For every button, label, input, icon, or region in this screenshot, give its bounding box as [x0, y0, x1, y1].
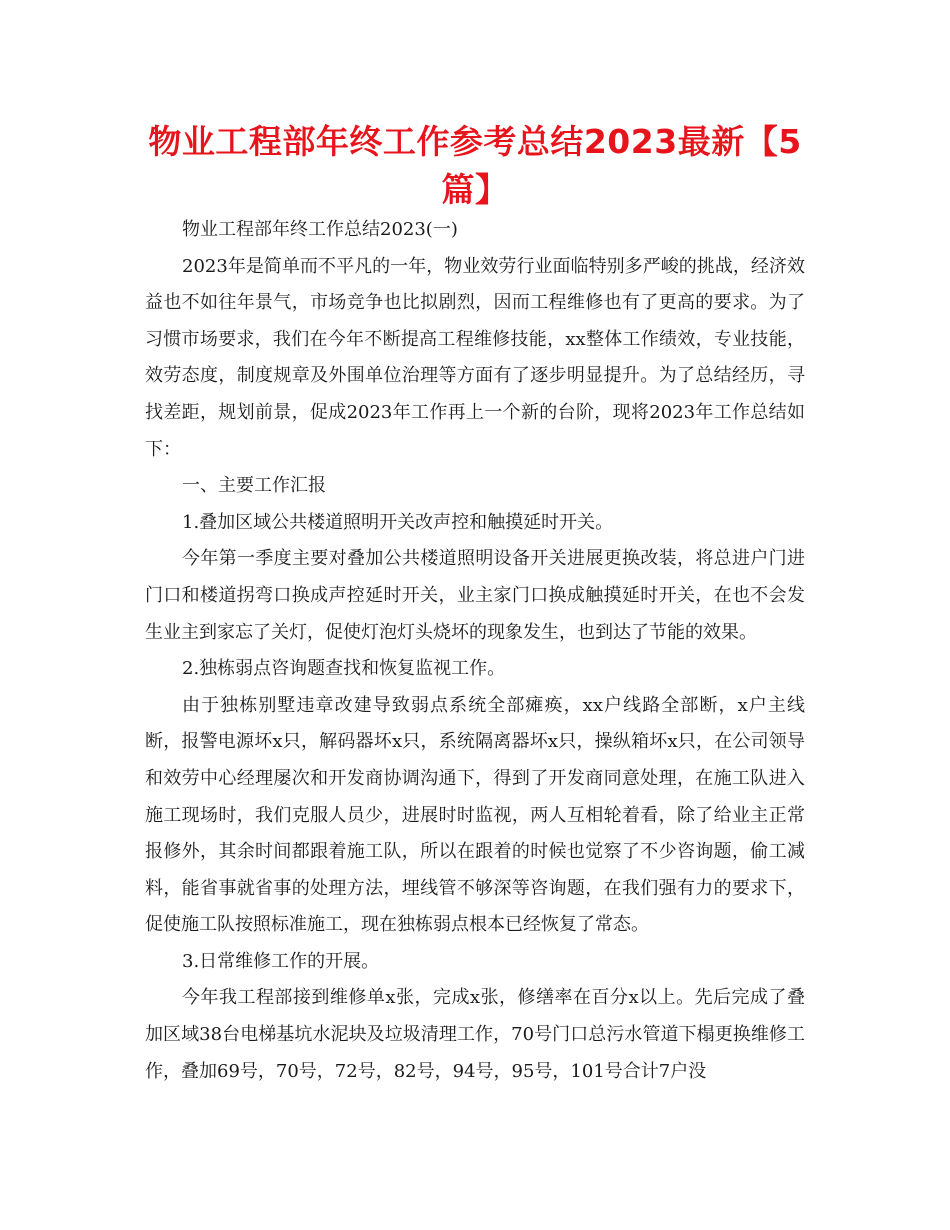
body-paragraph: 由于独栋别墅违章改建导致弱点系统全部瘫痪，xx户线路全部断，x户主线断，报警电源坏x只，解码器坏x只，系统隔离器坏x只，操纵箱坏x只，在公司领导和效劳中心经理屡次和开发商协调沟通下，得到了开发商同意处理，在施工队进入施工现场时，我们克服人员少，进展时时监视，两人互相轮着看，除了给业主正常报修外，其余时间都跟着施工队，所以在跟着的时候也觉察了不少咨询题，偷工减料，能省事就省事的处理方法，埋线管不够深等咨询题，在我们强有力的要求下，促使施工队按照标准施工，现在独栋弱点根本已经恢复了常态。 [145, 694, 805, 936]
item-heading: 3.日常维修工作的开展。 [182, 950, 380, 972]
intro-paragraph: 2023年是简单而不平凡的一年，物业效劳行业面临特别多严峻的挑战，经济效益也不如往年景气，市场竞争也比拟剧烈，因而工程维修也有了更高的要求。为了习惯市场要求，我们在今年不断提高工程维修技能，xx整体工作绩效，专业技能，效劳态度，制度规章及外围单位治理等方面有了逐步明显提升。为了总结经历，寻找差距，规划前景，促成2023年工作再上一个新的台阶，现将2023年工作总结如下： [145, 255, 805, 460]
document-body [145, 212, 805, 1090]
body-paragraph: 今年我工程部接到维修单x张，完成x张，修缮率在百分x以上。先后完成了叠加区域38台电梯基坑水泥块及垃圾清理工作，70号门口总污水管道下榻更换维修工作，叠加69号，70号，72号，82号，94号，95号，101号合计7户没 [145, 987, 805, 1082]
section-subtitle: 物业工程部年终工作总结2023(一) [182, 219, 458, 240]
body-paragraph: 今年第一季度主要对叠加公共楼道照明设备开关进展更换改装，将总进户门进门口和楼道拐弯口换成声控延时开关，业主家门口换成触摸延时开关，在也不会发生业主到家忘了关灯，促使灯泡灯头烧坏的现象发生，也到达了节能的效果。 [145, 548, 805, 643]
item-heading: 2.独栋弱点咨询题查找和恢复监视工作。 [182, 658, 506, 680]
item-heading: 1.叠加区域公共楼道照明开关改声控和触摸延时开关。 [182, 511, 614, 533]
document-title: 物业工程部年终工作参考总结2023最新【5篇】 [148, 122, 802, 209]
section-heading: 一、主要工作汇报 [182, 475, 326, 497]
